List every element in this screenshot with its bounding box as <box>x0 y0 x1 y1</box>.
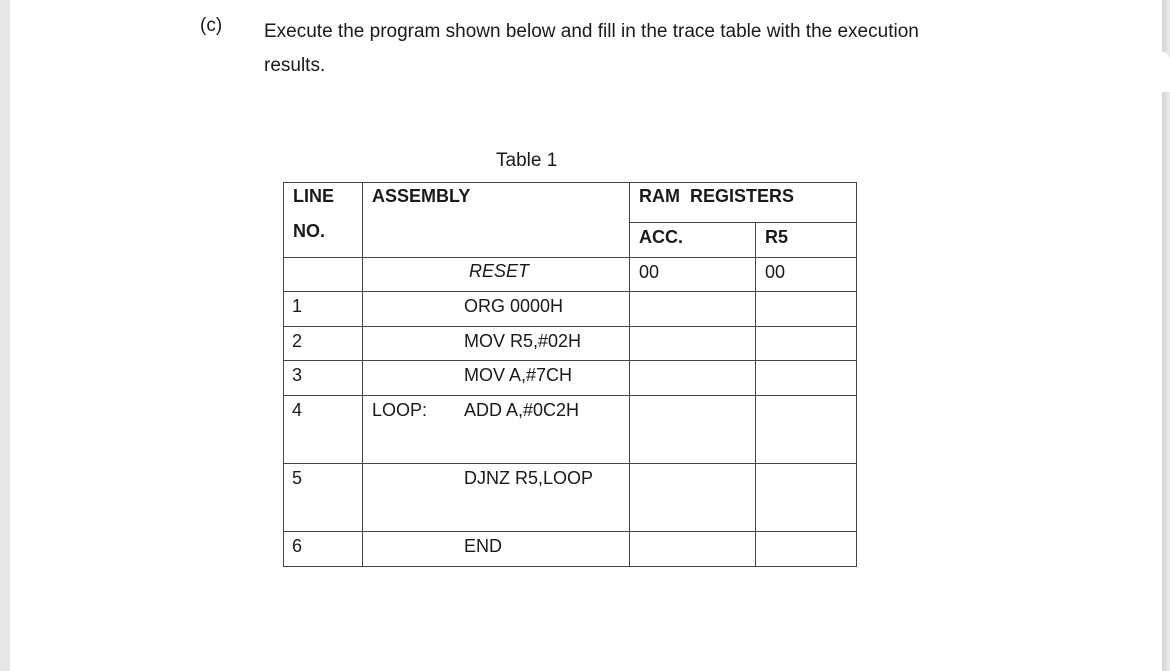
r5-value <box>756 361 856 365</box>
asm-instruction: ORG 0000H <box>464 296 564 316</box>
acc-value <box>630 532 755 536</box>
header-no-text: NO. <box>293 221 326 241</box>
acc-cell[interactable] <box>630 532 756 567</box>
acc-value <box>630 327 755 331</box>
line-cell <box>284 361 363 396</box>
table-row <box>284 532 857 567</box>
r5-value <box>756 292 856 296</box>
acc-value <box>630 464 755 468</box>
r5-cell[interactable] <box>756 464 857 532</box>
line-number: 6 <box>292 536 303 556</box>
r5-cell <box>756 258 857 292</box>
line-number: 4 <box>292 400 303 420</box>
header-acc-text: ACC. <box>639 227 683 247</box>
asm-instruction: MOV A,#7CH <box>464 365 573 385</box>
table-row-reset <box>284 258 857 292</box>
assembly-cell <box>363 361 630 396</box>
header-line-text: LINE <box>293 186 335 206</box>
reset-text: RESET <box>469 261 530 281</box>
line-number: 1 <box>292 296 303 316</box>
line-cell <box>284 292 363 327</box>
header-assembly <box>363 183 630 258</box>
acc-cell[interactable] <box>630 361 756 396</box>
table-row <box>284 327 857 361</box>
table-row <box>284 361 857 396</box>
line-cell <box>284 258 363 292</box>
r5-cell[interactable] <box>756 361 857 396</box>
acc-value <box>630 292 755 296</box>
table-row <box>284 464 857 532</box>
acc-value: 00 <box>639 262 660 282</box>
asm-instruction: END <box>464 536 503 556</box>
assembly-cell <box>363 258 630 292</box>
asm-instruction: DJNZ R5,LOOP <box>464 468 594 488</box>
header-ram-registers <box>630 183 857 223</box>
trace-table <box>283 182 857 567</box>
acc-value <box>630 361 755 365</box>
line-cell <box>284 327 363 361</box>
question-label: (c) <box>200 15 223 36</box>
r5-value <box>756 396 856 400</box>
asm-label: LOOP: <box>372 400 428 420</box>
assembly-cell <box>363 464 630 532</box>
assembly-cell <box>363 292 630 327</box>
header-assembly-text: ASSEMBLY <box>372 186 471 206</box>
r5-cell[interactable] <box>756 292 857 327</box>
r5-value <box>756 327 856 331</box>
table-row <box>284 292 857 327</box>
line-number: 2 <box>292 331 303 351</box>
asm-instruction: MOV R5,#02H <box>464 331 582 351</box>
header-r5 <box>756 223 857 258</box>
assembly-cell <box>363 327 630 361</box>
page-edge-shadow <box>1162 0 1170 671</box>
line-number: 5 <box>292 468 303 488</box>
acc-cell[interactable] <box>630 396 756 464</box>
r5-cell[interactable] <box>756 396 857 464</box>
acc-cell[interactable] <box>630 292 756 327</box>
header-ram-registers-text: RAM REGISTERS <box>639 186 795 206</box>
acc-cell <box>630 258 756 292</box>
r5-cell[interactable] <box>756 532 857 567</box>
line-cell <box>284 532 363 567</box>
header-acc <box>630 223 756 258</box>
acc-value <box>630 396 755 400</box>
table-row <box>284 396 857 464</box>
line-cell <box>284 464 363 532</box>
line-cell <box>284 396 363 464</box>
assembly-cell <box>363 396 630 464</box>
header-r5-text: R5 <box>765 227 789 247</box>
page-corner <box>1162 52 1170 92</box>
line-number: 3 <box>292 365 303 385</box>
r5-value <box>756 464 856 468</box>
acc-cell[interactable] <box>630 327 756 361</box>
header-line-no <box>284 183 363 258</box>
r5-cell[interactable] <box>756 327 857 361</box>
question-instruction: Execute the program shown below and fill in the trace table with the execution results. <box>264 21 919 76</box>
acc-cell[interactable] <box>630 464 756 532</box>
r5-value <box>756 532 856 536</box>
table-caption: Table 1 <box>496 150 558 171</box>
asm-instruction: ADD A,#0C2H <box>464 400 580 420</box>
r5-value: 00 <box>765 262 786 282</box>
assembly-cell <box>363 532 630 567</box>
